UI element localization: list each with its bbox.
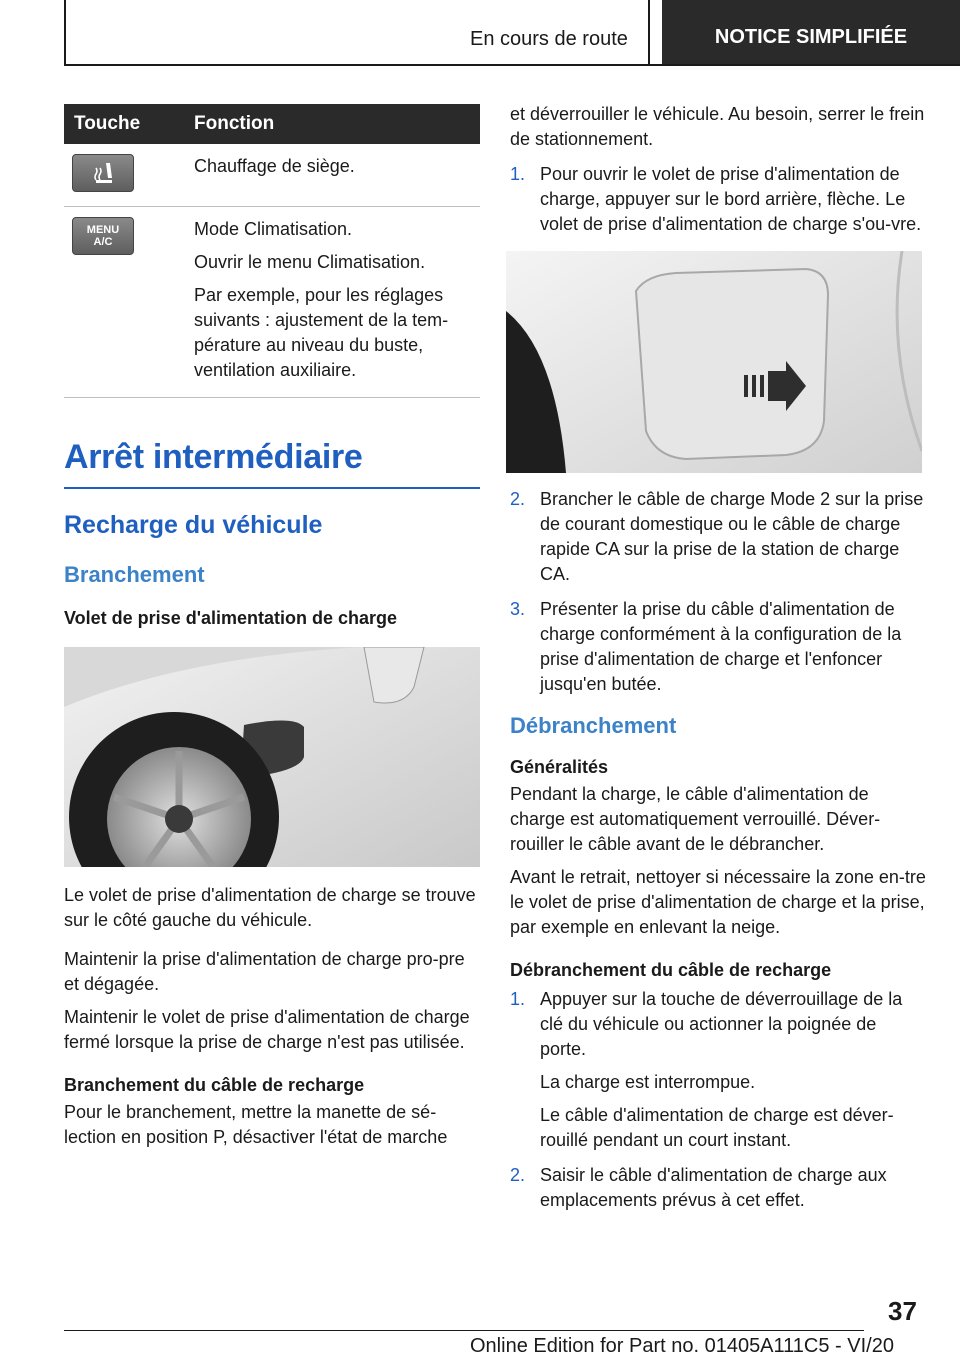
seat-heating-icon <box>72 154 134 192</box>
body-text: Pendant la charge, le câble d'alimentation de charge est automatiquement verrouillé. Déver-rouiller le câble avant de le débrancher. <box>510 784 881 854</box>
header-tab[interactable]: NOTICE SIMPLIFIÉE <box>662 0 960 64</box>
menu-ac-key-label: MENU A/C <box>86 224 120 248</box>
header-left-rule <box>64 0 66 66</box>
paragraph-heading: Branchement du câble de recharge <box>64 1075 365 1095</box>
step-list <box>510 487 926 697</box>
table-header-key: Touche <box>74 113 141 134</box>
menu-ac-icon <box>72 217 134 255</box>
left-column <box>64 104 480 1150</box>
paragraph-heading: Généralités <box>510 757 609 777</box>
step-number: 2. <box>510 489 526 509</box>
step-text: Pour ouvrir le volet de prise d'alimentation de charge, appuyer sur le bord arrière, flèche. Le volet de prise d'alimentation de charge s'ou-vre. <box>540 164 922 234</box>
body-text: Maintenir le volet de prise d'alimentation de charge fermé lorsque la prise de charge n'est pas utilisée. <box>64 1007 470 1052</box>
header-section-title: En cours de route <box>470 28 628 50</box>
list-item <box>510 987 926 1153</box>
subsection-heading: Débranchement <box>510 713 677 738</box>
step-text: Appuyer sur la touche de déverrouillage de la clé du véhicule ou actionner la poignée de porte. <box>540 989 903 1059</box>
body-text: Le volet de prise d'alimentation de charge se trouve sur le côté gauche du véhicule. <box>64 885 476 930</box>
list-item <box>510 162 926 237</box>
step-text: Le câble d'alimentation de charge est déver-rouillé pendant un court instant. <box>540 1105 894 1150</box>
step-list <box>510 162 926 237</box>
body-text: Maintenir la prise d'alimentation de charge pro-pre et dégagée. <box>64 949 465 994</box>
step-text: Saisir le câble d'alimentation de charge aux emplacements prévus à cet effet. <box>540 1165 887 1210</box>
paragraph-heading: Volet de prise d'alimentation de charge <box>64 608 398 628</box>
body-text: Avant le retrait, nettoyer si nécessaire la zone en-tre le volet de prise d'alimentation de charge et la prise, par exemple en enlevant la neige. <box>510 867 926 937</box>
step-text: Brancher le câble de charge Mode 2 sur la prise de courant domestique ou le câble de charge rapide CA sur la prise de la station de charge CA. <box>540 489 924 584</box>
body-text: Pour le branchement, mettre la manette de sé-lection en position P, désactiver l'état de marche <box>64 1102 448 1147</box>
table-header <box>64 104 480 144</box>
step-number: 2. <box>510 1165 526 1185</box>
section-heading: Recharge du véhicule <box>64 511 323 539</box>
page-number: 37 <box>888 1296 917 1326</box>
table-row <box>64 207 480 398</box>
table-cell-text: Ouvrir le menu Climatisation. <box>194 252 426 272</box>
step-text: La charge est interrompue. <box>540 1072 756 1092</box>
table-row <box>64 144 480 207</box>
body-text: et déverrouiller le véhicule. Au besoin, serrer le frein de stationnement. <box>510 104 925 149</box>
step-number: 1. <box>510 989 526 1009</box>
list-item <box>510 597 926 697</box>
step-number: 3. <box>510 599 526 619</box>
charging-flap-image <box>506 251 922 473</box>
right-column <box>510 102 926 1223</box>
list-item <box>510 1163 926 1213</box>
table-cell-text: Chauffage de siège. <box>194 156 355 176</box>
header-rule <box>64 64 960 66</box>
list-item <box>510 487 926 587</box>
subsection-heading: Branchement <box>64 562 205 587</box>
footer-edition: Online Edition for Part no. 01405A111C5 - VI/20 <box>470 1335 894 1357</box>
footer-rule <box>64 1330 864 1331</box>
header-divider <box>648 0 650 66</box>
table-cell-text: Mode Climatisation. <box>194 219 353 239</box>
page-title: Arrêt intermédiaire <box>64 438 480 489</box>
table-cell-text: Par exemple, pour les réglages suivants : ajustement de la tem-pérature au niveau du buste, ventilation auxiliaire. <box>194 285 449 380</box>
paragraph-heading: Débranchement du câble de recharge <box>510 960 832 980</box>
table-header-function: Fonction <box>194 113 275 134</box>
step-text: Présenter la prise du câble d'alimentation de charge conformément à la configuration de la prise d'alimentation de charge et l'enfoncer jusqu'en butée. <box>540 599 902 694</box>
step-number: 1. <box>510 164 526 184</box>
car-side-image <box>64 647 480 867</box>
step-list <box>510 987 926 1213</box>
